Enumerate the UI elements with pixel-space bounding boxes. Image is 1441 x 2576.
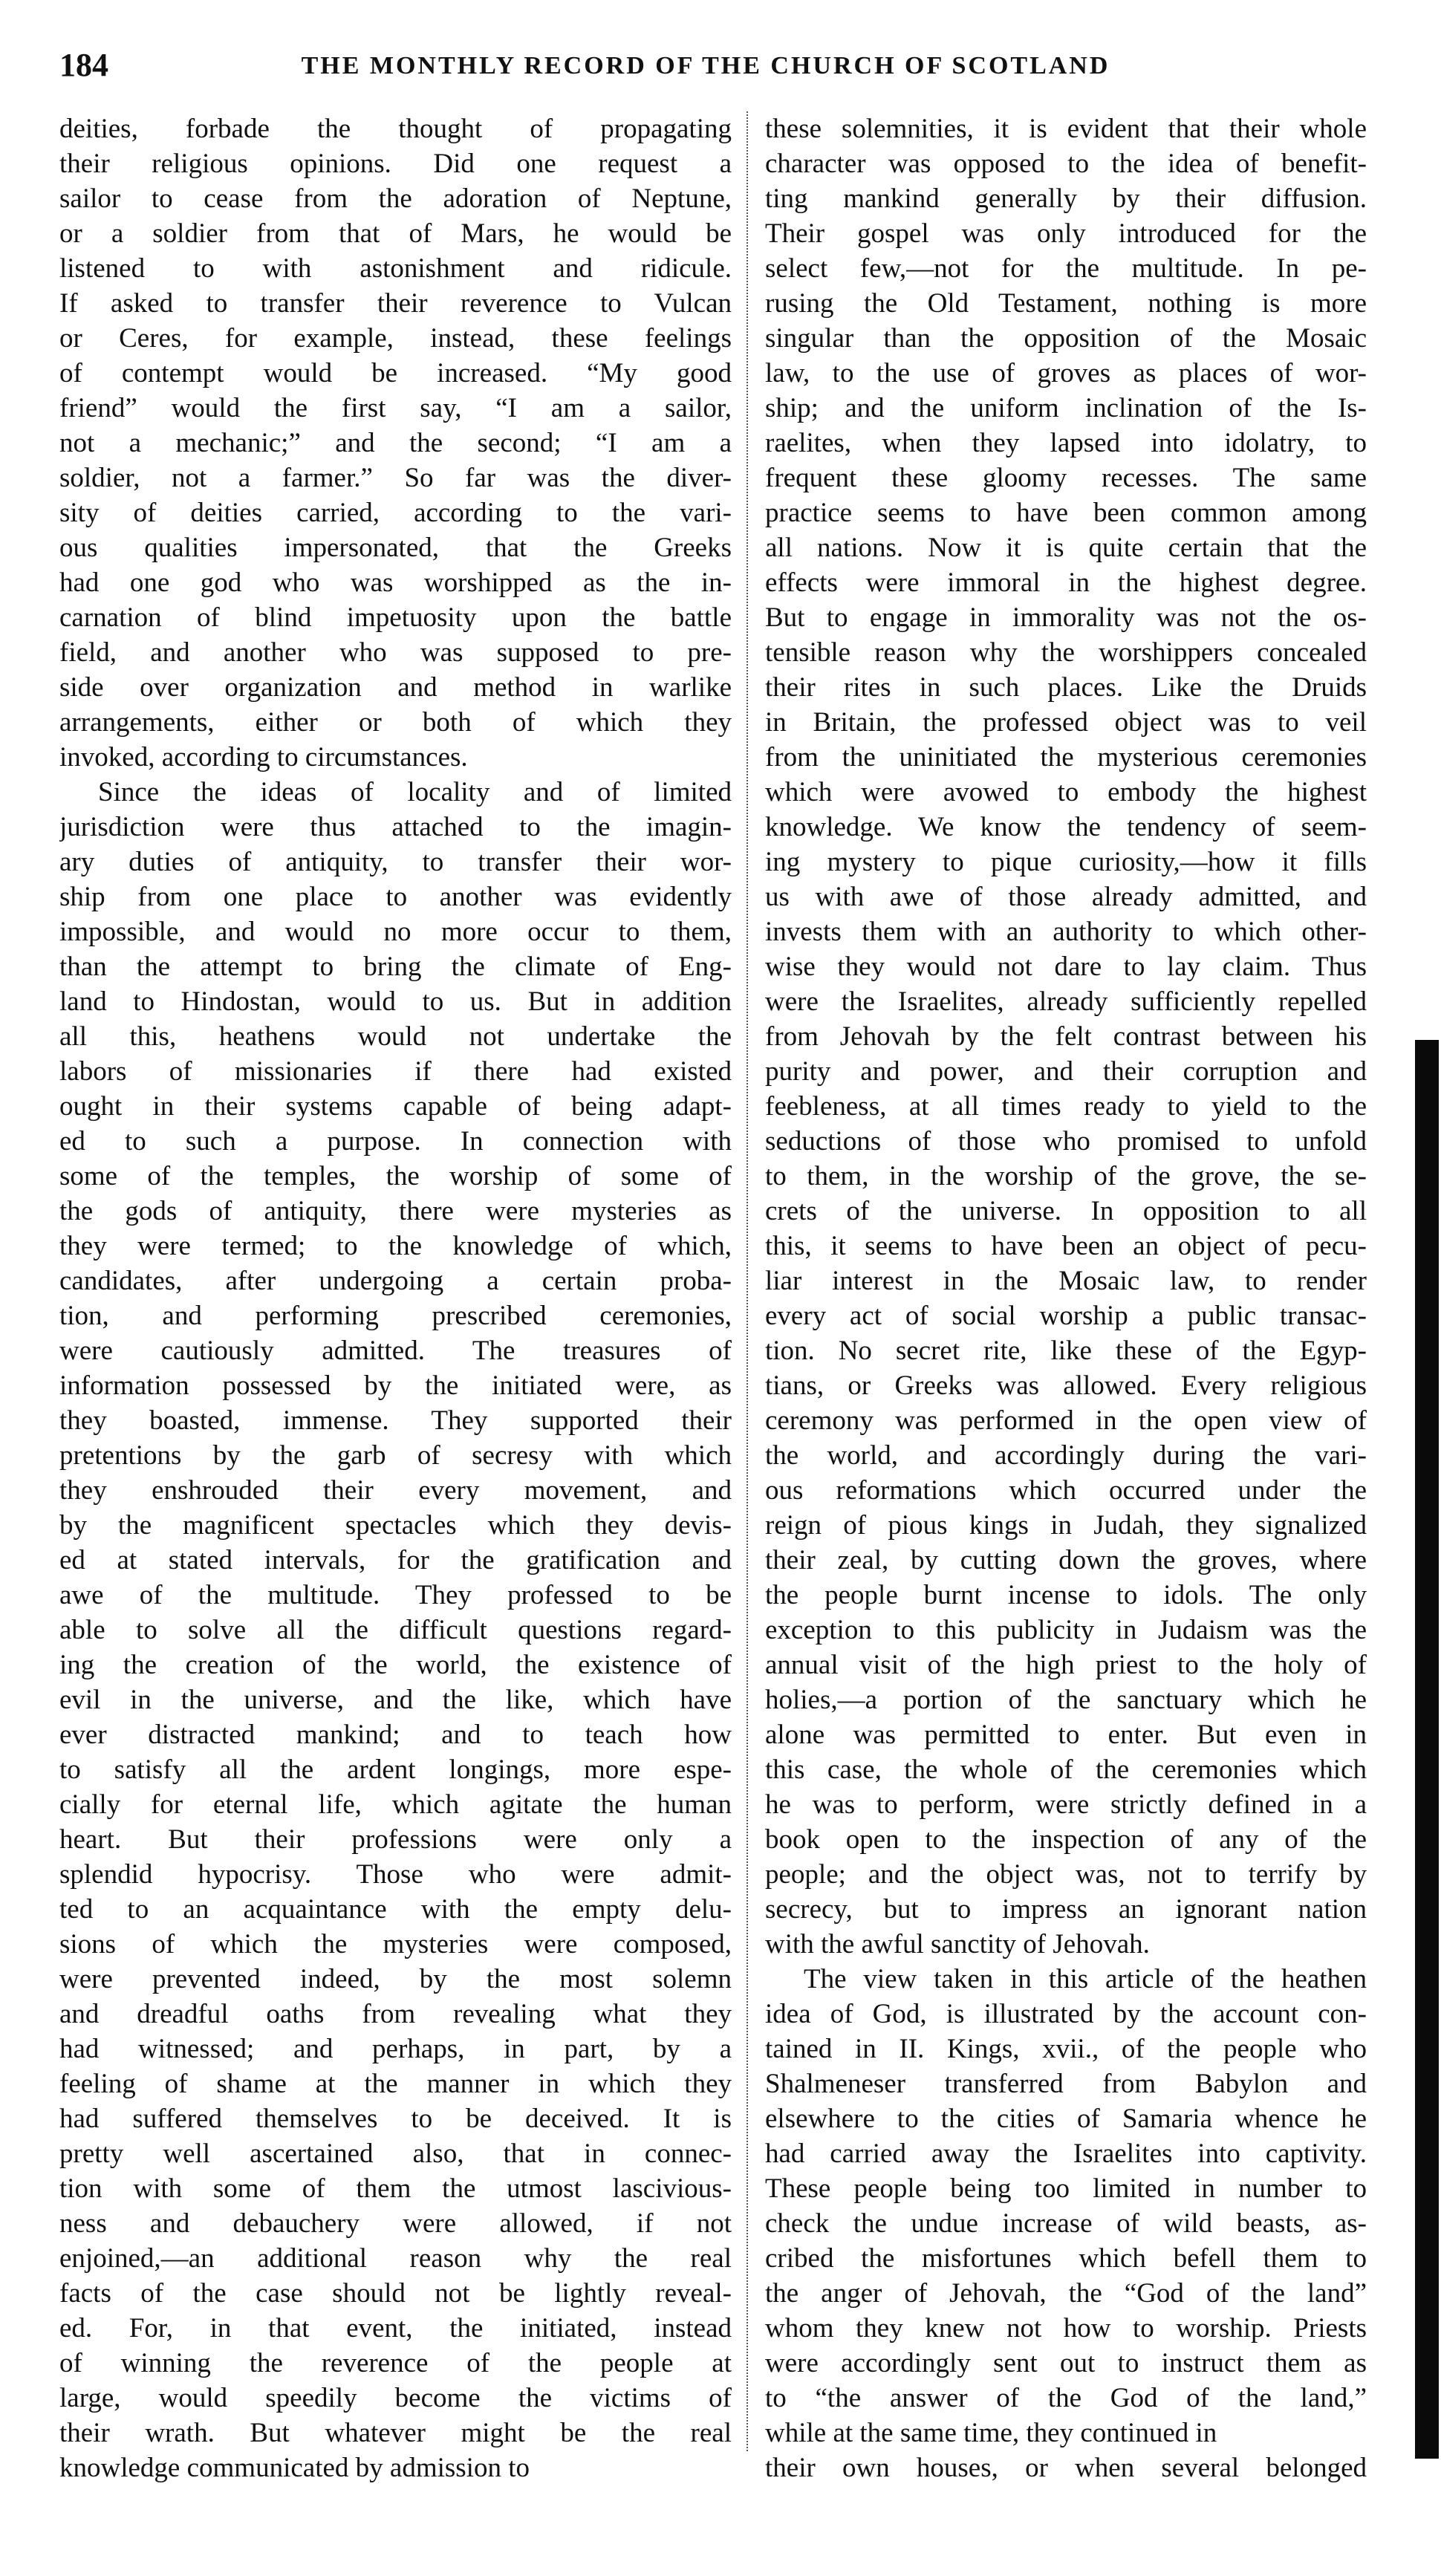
- text-line: evil in the universe, and the like, which have: [59, 1685, 732, 1715]
- text-line: But to engage in immorality was not the os-: [765, 602, 1367, 633]
- text-line: ous qualities impersonated, that the Greeks: [59, 533, 732, 563]
- text-line: side over organization and method in warlike: [59, 672, 732, 703]
- text-line: ceremony was performed in the open view of: [765, 1405, 1367, 1436]
- text-line: feebleness, at all times ready to yield to the: [765, 1091, 1367, 1122]
- text-line: ous reformations which occurred under the: [765, 1475, 1367, 1506]
- text-line: If asked to transfer their reverence to Vulcan: [59, 288, 732, 319]
- text-line: all this, heathens would not undertake the: [59, 1021, 732, 1052]
- text-line: holies,—a portion of the sanctuary which he: [765, 1685, 1367, 1715]
- text-line: exception to this publicity in Judaism was the: [765, 1615, 1367, 1645]
- text-line: had one god who was worshipped as the in-: [59, 567, 732, 598]
- text-line: this case, the whole of the ceremonies which: [765, 1754, 1367, 1785]
- text-line: enjoined,—an additional reason why the real: [59, 2243, 732, 2274]
- text-line: or Ceres, for example, instead, these feelings: [59, 323, 732, 354]
- text-line: ed at stated intervals, for the gratification and: [59, 1545, 732, 1575]
- text-line: the people burnt incense to idols. The only: [765, 1580, 1367, 1610]
- text-line: this, it seems to have been an object of pecu-: [765, 1231, 1367, 1261]
- text-line: from the uninitiated the mysterious ceremonies: [765, 742, 1367, 773]
- text-line: these solemnities, it is evident that their whole: [765, 114, 1367, 144]
- text-line: had witnessed; and perhaps, in part, by a: [59, 2034, 732, 2064]
- text-line: tion, and performing prescribed ceremonies,: [59, 1301, 732, 1331]
- text-line: ship; and the uniform inclination of the Is-: [765, 393, 1367, 423]
- binding-shadow: [1415, 1040, 1439, 2459]
- text-line: seductions of those who promised to unfold: [765, 1126, 1367, 1157]
- right-column: [765, 111, 1367, 2485]
- text-line: to them, in the worship of the grove, the se-: [765, 1161, 1367, 1191]
- text-line: book open to the inspection of any of the: [765, 1824, 1367, 1855]
- text-line: Since the ideas of locality and of limited: [98, 777, 732, 807]
- text-line: in Britain, the professed object was to veil: [765, 707, 1367, 738]
- text-line: of winning the reverence of the people at: [59, 2348, 732, 2378]
- text-line: impossible, and would no more occur to them,: [59, 917, 732, 947]
- text-line: us with awe of those already admitted, and: [765, 882, 1367, 912]
- text-line: purity and power, and their corruption and: [765, 1056, 1367, 1087]
- text-line: sity of deities carried, according to the vari-: [59, 498, 732, 528]
- text-line: invoked, according to circumstances.: [59, 742, 468, 773]
- text-line: ted to an acquaintance with the empty delu-: [59, 1894, 732, 1925]
- text-line: character was opposed to the idea of benefit-: [765, 149, 1367, 179]
- text-line: effects were immoral in the highest degree.: [765, 567, 1367, 598]
- text-line: soldier, not a farmer.” So far was the diver-: [59, 463, 732, 493]
- text-line: Shalmeneser transferred from Babylon and: [765, 2069, 1367, 2099]
- text-line: heart. But their professions were only a: [59, 1824, 732, 1855]
- text-line: ness and debauchery were allowed, if not: [59, 2208, 732, 2239]
- text-line: ought in their systems capable of being adapt-: [59, 1091, 732, 1122]
- text-line: listened to with astonishment and ridicule.: [59, 253, 732, 284]
- text-line: field, and another who was supposed to pre-: [59, 637, 732, 668]
- text-line: annual visit of the high priest to the holy of: [765, 1650, 1367, 1680]
- text-line: some of the temples, the worship of some of: [59, 1161, 732, 1191]
- left-column: [59, 111, 732, 2485]
- text-line: splendid hypocrisy. Those who were admit-: [59, 1859, 732, 1890]
- text-line: people; and the object was, not to terrify by: [765, 1859, 1367, 1890]
- text-line: whom they knew not how to worship. Priests: [765, 2313, 1367, 2344]
- text-line: and dreadful oaths from revealing what they: [59, 1999, 732, 2029]
- text-line: secrecy, but to impress an ignorant nation: [765, 1894, 1367, 1925]
- text-line: than the attempt to bring the climate of Eng-: [59, 952, 732, 982]
- text-line: deities, forbade the thought of propagating: [59, 114, 732, 144]
- text-line: had carried away the Israelites into captivity.: [765, 2138, 1367, 2169]
- text-line: ing mystery to pique curiosity,—how it fills: [765, 847, 1367, 877]
- page-number: 184: [59, 47, 108, 83]
- text-line: they boasted, immense. They supported their: [59, 1405, 732, 1436]
- text-line: tensible reason why the worshippers concealed: [765, 637, 1367, 668]
- text-line: able to solve all the difficult questions regard-: [59, 1615, 732, 1645]
- text-line: elsewhere to the cities of Samaria whence he: [765, 2104, 1367, 2134]
- running-header: [52, 46, 1359, 91]
- text-line: frequent these gloomy recesses. The same: [765, 463, 1367, 493]
- text-line: while at the same time, they continued in: [765, 2418, 1217, 2448]
- text-line: ever distracted mankind; and to teach how: [59, 1720, 732, 1750]
- text-line: cially for eternal life, which agitate the human: [59, 1789, 732, 1820]
- text-line: candidates, after undergoing a certain proba-: [59, 1266, 732, 1296]
- text-line: large, would speedily become the victims of: [59, 2383, 732, 2413]
- text-line: select few,—not for the multitude. In pe-: [765, 253, 1367, 284]
- text-line: carnation of blind impetuosity upon the battle: [59, 602, 732, 633]
- text-line: their own houses, or when several belonged: [765, 2453, 1367, 2483]
- text-line: every act of social worship a public transac-: [765, 1301, 1367, 1331]
- text-line: ary duties of antiquity, to transfer their wor-: [59, 847, 732, 877]
- text-line: knowledge. We know the tendency of seem-: [765, 812, 1367, 842]
- text-line: ting mankind generally by their diffusion.: [765, 183, 1367, 214]
- text-line: pretty well ascertained also, that in connec-: [59, 2138, 732, 2169]
- text-line: of contempt would be increased. “My good: [59, 358, 732, 388]
- text-line: alone was permitted to enter. But even in: [765, 1720, 1367, 1750]
- text-line: reign of pious kings in Judah, they signalized: [765, 1510, 1367, 1541]
- text-line: labors of missionaries if there had existed: [59, 1056, 732, 1087]
- text-line: their zeal, by cutting down the groves, where: [765, 1545, 1367, 1575]
- text-line: rusing the Old Testament, nothing is more: [765, 288, 1367, 319]
- text-line: their rites in such places. Like the Druids: [765, 672, 1367, 703]
- text-line: to satisfy all the ardent longings, more espe-: [59, 1754, 732, 1785]
- text-line: sions of which the mysteries were composed,: [59, 1929, 732, 1959]
- text-line: law, to the use of groves as places of wor-: [765, 358, 1367, 388]
- text-line: ship from one place to another was evidently: [59, 882, 732, 912]
- text-line: invests them with an authority to which other-: [765, 917, 1367, 947]
- text-line: awe of the multitude. They professed to be: [59, 1580, 732, 1610]
- text-line: crets of the universe. In opposition to all: [765, 1196, 1367, 1226]
- text-line: the world, and accordingly during the vari-: [765, 1440, 1367, 1471]
- text-line: ing the creation of the world, the existence of: [59, 1650, 732, 1680]
- text-line: jurisdiction were thus attached to the imagin-: [59, 812, 732, 842]
- text-line: These people being too limited in number to: [765, 2173, 1367, 2204]
- text-line: friend” would the first say, “I am a sailor,: [59, 393, 732, 423]
- text-line: arrangements, either or both of which they: [59, 707, 732, 738]
- text-line: he was to perform, were strictly defined in a: [765, 1789, 1367, 1820]
- text-line: ed. For, in that event, the initiated, instead: [59, 2313, 732, 2344]
- text-line: facts of the case should not be lightly reveal-: [59, 2278, 732, 2309]
- text-line: with the awful sanctity of Jehovah.: [765, 1929, 1150, 1959]
- text-line: ed to such a purpose. In connection with: [59, 1126, 732, 1157]
- text-line: were cautiously admitted. The treasures of: [59, 1336, 732, 1366]
- column-divider: [746, 111, 748, 2451]
- text-line: to “the answer of the God of the land,”: [765, 2383, 1367, 2413]
- text-line: idea of God, is illustrated by the account con-: [765, 1999, 1367, 2029]
- text-line: not a mechanic;” and the second; “I am a: [59, 428, 732, 458]
- text-line: the gods of antiquity, there were mysteries as: [59, 1196, 732, 1226]
- text-line: were prevented indeed, by the most solemn: [59, 1964, 732, 1994]
- text-line: they enshrouded their every movement, and: [59, 1475, 732, 1506]
- text-line: cribed the misfortunes which befell them to: [765, 2243, 1367, 2274]
- text-line: were accordingly sent out to instruct them as: [765, 2348, 1367, 2378]
- text-line: all nations. Now it is quite certain that the: [765, 533, 1367, 563]
- text-line: tion with some of them the utmost lascivious-: [59, 2173, 732, 2204]
- text-line: from Jehovah by the felt contrast between his: [765, 1021, 1367, 1052]
- text-line: sailor to cease from the adoration of Neptune,: [59, 183, 732, 214]
- text-line: tion. No secret rite, like these of the Egyp-: [765, 1336, 1367, 1366]
- text-line: their wrath. But whatever might be the real: [59, 2418, 732, 2448]
- text-line: they were termed; to the knowledge of which,: [59, 1231, 732, 1261]
- text-line: which were avowed to embody the highest: [765, 777, 1367, 807]
- running-title: THE MONTHLY RECORD OF THE CHURCH OF SCOTLAND: [301, 52, 1110, 79]
- text-line: wise they would not dare to lay claim. Thus: [765, 952, 1367, 982]
- text-line: check the undue increase of wild beasts, as-: [765, 2208, 1367, 2239]
- text-line: singular than the opposition of the Mosaic: [765, 323, 1367, 354]
- text-line: the anger of Jehovah, the “God of the land”: [765, 2278, 1367, 2309]
- text-line: information possessed by the initiated were, as: [59, 1370, 732, 1401]
- text-line: by the magnificent spectacles which they devis-: [59, 1510, 732, 1541]
- text-line: had suffered themselves to be deceived. It is: [59, 2104, 732, 2134]
- text-line: Their gospel was only introduced for the: [765, 218, 1367, 249]
- text-line: knowledge communicated by admission to: [59, 2453, 530, 2483]
- text-line: their religious opinions. Did one request a: [59, 149, 732, 179]
- text-line: land to Hindostan, would to us. But in addition: [59, 986, 732, 1017]
- text-line: tians, or Greeks was allowed. Every religious: [765, 1370, 1367, 1401]
- text-line: were the Israelites, already sufficiently repelled: [765, 986, 1367, 1017]
- text-line: The view taken in this article of the heathen: [804, 1964, 1367, 1994]
- text-line: or a soldier from that of Mars, he would be: [59, 218, 732, 249]
- text-line: feeling of shame at the manner in which they: [59, 2069, 732, 2099]
- text-line: pretentions by the garb of secresy with which: [59, 1440, 732, 1471]
- text-line: liar interest in the Mosaic law, to render: [765, 1266, 1367, 1296]
- text-line: raelites, when they lapsed into idolatry, to: [765, 428, 1367, 458]
- text-line: practice seems to have been common among: [765, 498, 1367, 528]
- text-line: tained in II. Kings, xvii., of the people who: [765, 2034, 1367, 2064]
